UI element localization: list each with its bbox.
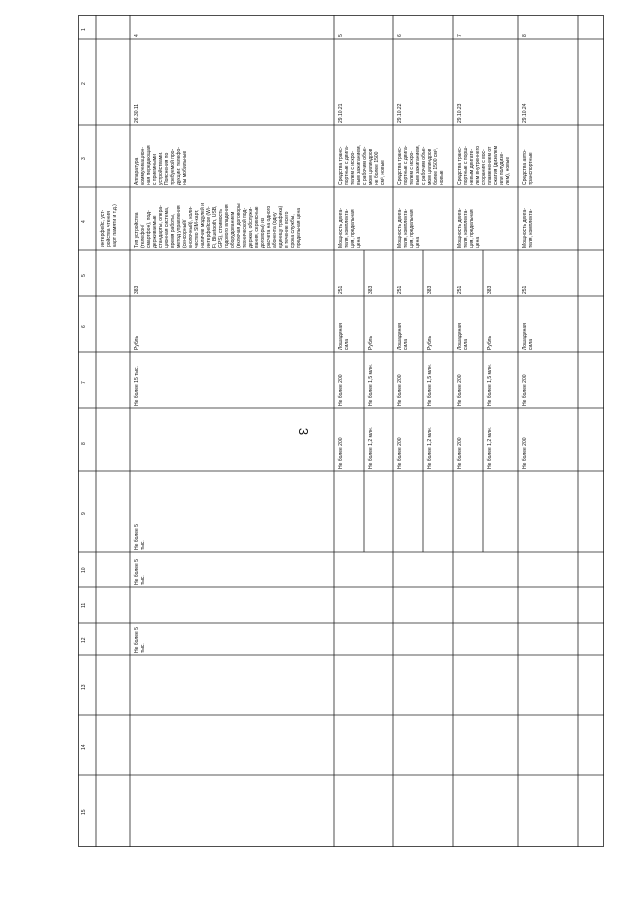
row5-c8a: Не более 200 (338, 437, 344, 469)
row7-c5b: 383 (487, 285, 493, 294)
row4-c5: 383 (134, 285, 140, 294)
header-col-12: 12 (81, 637, 87, 643)
row8-c7: Не более 200 (522, 374, 528, 406)
row5-c6a: Лошадиная сила (338, 323, 350, 350)
header-col-10: 10 (81, 567, 87, 573)
row8-c4: Мощность двига- теля, комплекта- (522, 208, 534, 248)
row5-c5a: 251 (338, 285, 344, 294)
row5-c7a: Не более 200 (338, 374, 344, 406)
row6-c3: Средства транс- портные с двига- телем с искро- вым зажиганием, с рабочим объе- мом цилиндров более 1500 см³, новые (397, 145, 445, 185)
row4-c10: Не более 5 тыс. (134, 559, 146, 585)
row6-c4: Мощность двига- теля, комплекта- ция, предельная цена (397, 208, 421, 248)
row7-c6a: Лошадиная сила (457, 323, 469, 350)
row4-c2: 26.30.11 (134, 103, 140, 123)
row6-c8a: Не более 200 (397, 437, 403, 469)
row6-c5b: 383 (427, 285, 433, 294)
row-continuation-c4: интерфейс, уст- ройства чтения карт памяти и т.д.) (100, 204, 118, 247)
row5-c5b: 383 (368, 285, 374, 294)
header-col-5: 5 (81, 274, 87, 277)
row4-c6: Рубль (134, 335, 140, 350)
row4-c4: Тип устройства (телефон/ смартфон), под- держиваемые стандарты, опера- ционная система, время работы, метод управления (сенсорный/ кнопочный), коли- чество SIM-карт, наличие модулей и интерфейсов (Wi- Fi, Bluetooth, USB, GPS), стоимость годового владения оборудованием (включая договоры технической под- держки, обслужи- вания, сервисные договоры) из расчета на одного абонента (одну единицу трафика) в течение всего срока службы, предельная цена (134, 203, 302, 248)
header-col-14: 14 (81, 744, 87, 750)
row7-c3: Средства транс- портные с порш- невым двигате- лем внутреннего сгорания с вос- пламенением от сжатия (дизелем или полудизе- лем), новые (457, 145, 511, 185)
row6-c6b: Рубль (427, 335, 433, 350)
row8-c3: Средства авто- транспортные (522, 149, 534, 185)
row5-c6b: Рубль (368, 335, 374, 350)
row7-c7b: Не более 1,5 млн. (487, 363, 493, 406)
row5-c2: 29.10.21 (338, 103, 344, 123)
row6-c8b: Не более 1,2 млн. (427, 426, 433, 469)
row5-c3: Средства транс- портные с двига- телем с искро- вым зажиганием, с рабочим объе- мом цилиндров не более 1500 см³, новые (338, 145, 386, 185)
row8-c6: Лошадиная сила (522, 323, 534, 350)
header-col-6: 6 (81, 325, 87, 328)
row7-c7a: Не более 200 (457, 374, 463, 406)
row7-c1: 7 (457, 34, 463, 37)
header-col-4: 4 (81, 220, 87, 223)
row4-c9: Не более 5 тыс. (134, 524, 146, 550)
table-grid (78, 15, 604, 847)
row7-c6b: Рубль (487, 335, 493, 350)
header-col-13: 13 (81, 684, 87, 690)
row5-c4: Мощность двига- теля, комплекта- ция, предельная цена (338, 208, 362, 248)
page-number: 3 (296, 427, 312, 436)
row8-c1: 8 (522, 34, 528, 37)
header-col-7: 7 (81, 381, 87, 384)
row7-c2: 29.10.23 (457, 103, 463, 123)
row4-c3: Аппаратура коммуникацион- ная передающая с приемными устройствами. Пояснения по требуемой про- дукции: телефо- ны мобильные (134, 145, 188, 185)
header-col-2: 2 (81, 82, 87, 85)
row8-c5: 251 (522, 285, 528, 294)
row8-c2: 29.10.24 (522, 103, 528, 123)
row8-c8: Не более 200 (522, 437, 528, 469)
row6-c6a: Лошадиная сила (397, 323, 409, 350)
row6-c1: 6 (397, 34, 403, 37)
header-col-15: 15 (81, 809, 87, 815)
header-col-8: 8 (81, 442, 87, 445)
row5-c8b: Не более 1,2 млн. (368, 426, 374, 469)
row4-c1: 4 (134, 34, 140, 37)
rotated-table (78, 15, 604, 847)
row5-c1: 5 (338, 34, 344, 37)
row7-c8b: Не более 1,2 млн. (487, 426, 493, 469)
row4-c7: Не более 15 тыс. (134, 366, 140, 406)
row6-c7b: Не более 1,5 млн. (427, 363, 433, 406)
row4-c12: Не более 5 тыс. (134, 627, 146, 653)
row6-c2: 29.10.22 (397, 103, 403, 123)
row7-c5a: 251 (457, 285, 463, 294)
row6-c5a: 251 (397, 285, 403, 294)
row6-c7a: Не более 200 (397, 374, 403, 406)
header-col-1: 1 (81, 28, 87, 31)
row7-c8a: Не более 200 (457, 437, 463, 469)
row7-c4: Мощность двига- теля, комплекта- ция, предельная цена (457, 208, 481, 248)
header-col-3: 3 (81, 157, 87, 160)
header-col-9: 9 (81, 512, 87, 515)
row5-c7b: Не более 1,5 млн. (368, 363, 374, 406)
header-col-11: 11 (81, 602, 87, 608)
